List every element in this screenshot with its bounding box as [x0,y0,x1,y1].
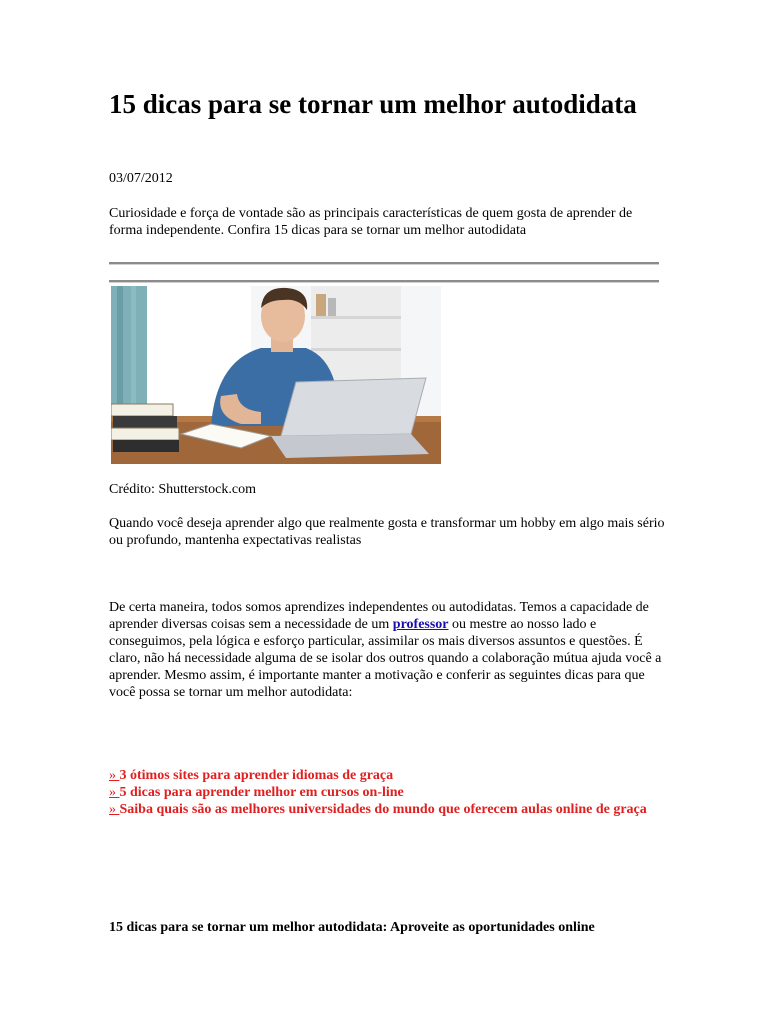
related-link-label: 5 dicas para aprender melhor em cursos on-line [119,785,404,800]
related-link-online-courses[interactable] [109,784,669,801]
related-link-label: Saiba quais são as melhores universidades do mundo que oferecem aulas online de graça [119,802,647,817]
article-paragraph-1: Quando você deseja aprender algo que realmente gosta e transformar um hobby em algo mais sério ou profundo, mantenha expectativas realistas [109,516,665,548]
paragraph-2-text-before: De certa maneira, todos somos aprendizes independentes ou autodidatas. Temos a capacidade de aprender diversas coisas sem a necessidade de um [109,600,649,632]
raquo-marker: » [109,802,120,817]
section-subheading: 15 dicas para se tornar um melhor autodidata: Aproveite as oportunidades online [109,920,595,935]
related-link-universities[interactable] [109,801,669,818]
article-title: 15 dicas para se tornar um melhor autodidata [109,89,637,119]
article-paragraph-2 [109,599,669,701]
related-links [109,767,669,818]
raquo-marker: » [109,768,120,783]
article-date: 03/07/2012 [109,171,173,186]
image-credit: Crédito: Shutterstock.com [109,482,256,497]
related-link-label: 3 ótimos sites para aprender idiomas de graça [119,768,394,783]
raquo-marker: » [109,785,120,800]
paragraph-2-text-after: ou mestre ao nosso lado e conseguimos, pela lógica e esforço particular, assimilar os mais diversos assuntos e questões. É claro, não há necessidade alguma de se isolar dos outros quando a colaboração mútua ajuda você a aprender. Mesmo assim, é importante manter a motivação e conferir as seguintes dicas para que você possa se tornar um melhor autodidata: [109,617,662,700]
article-intro: Curiosidade e força de vontade são as principais características de quem gosta de aprender de forma independente. Confira 15 dicas para se tornar um melhor autodidata [109,206,633,238]
professor-link[interactable]: professor [392,617,449,632]
separator-rule-bottom [109,280,659,283]
article-photo [111,286,441,464]
related-link-languages[interactable] [109,767,669,784]
separator-rule-top [109,262,659,265]
